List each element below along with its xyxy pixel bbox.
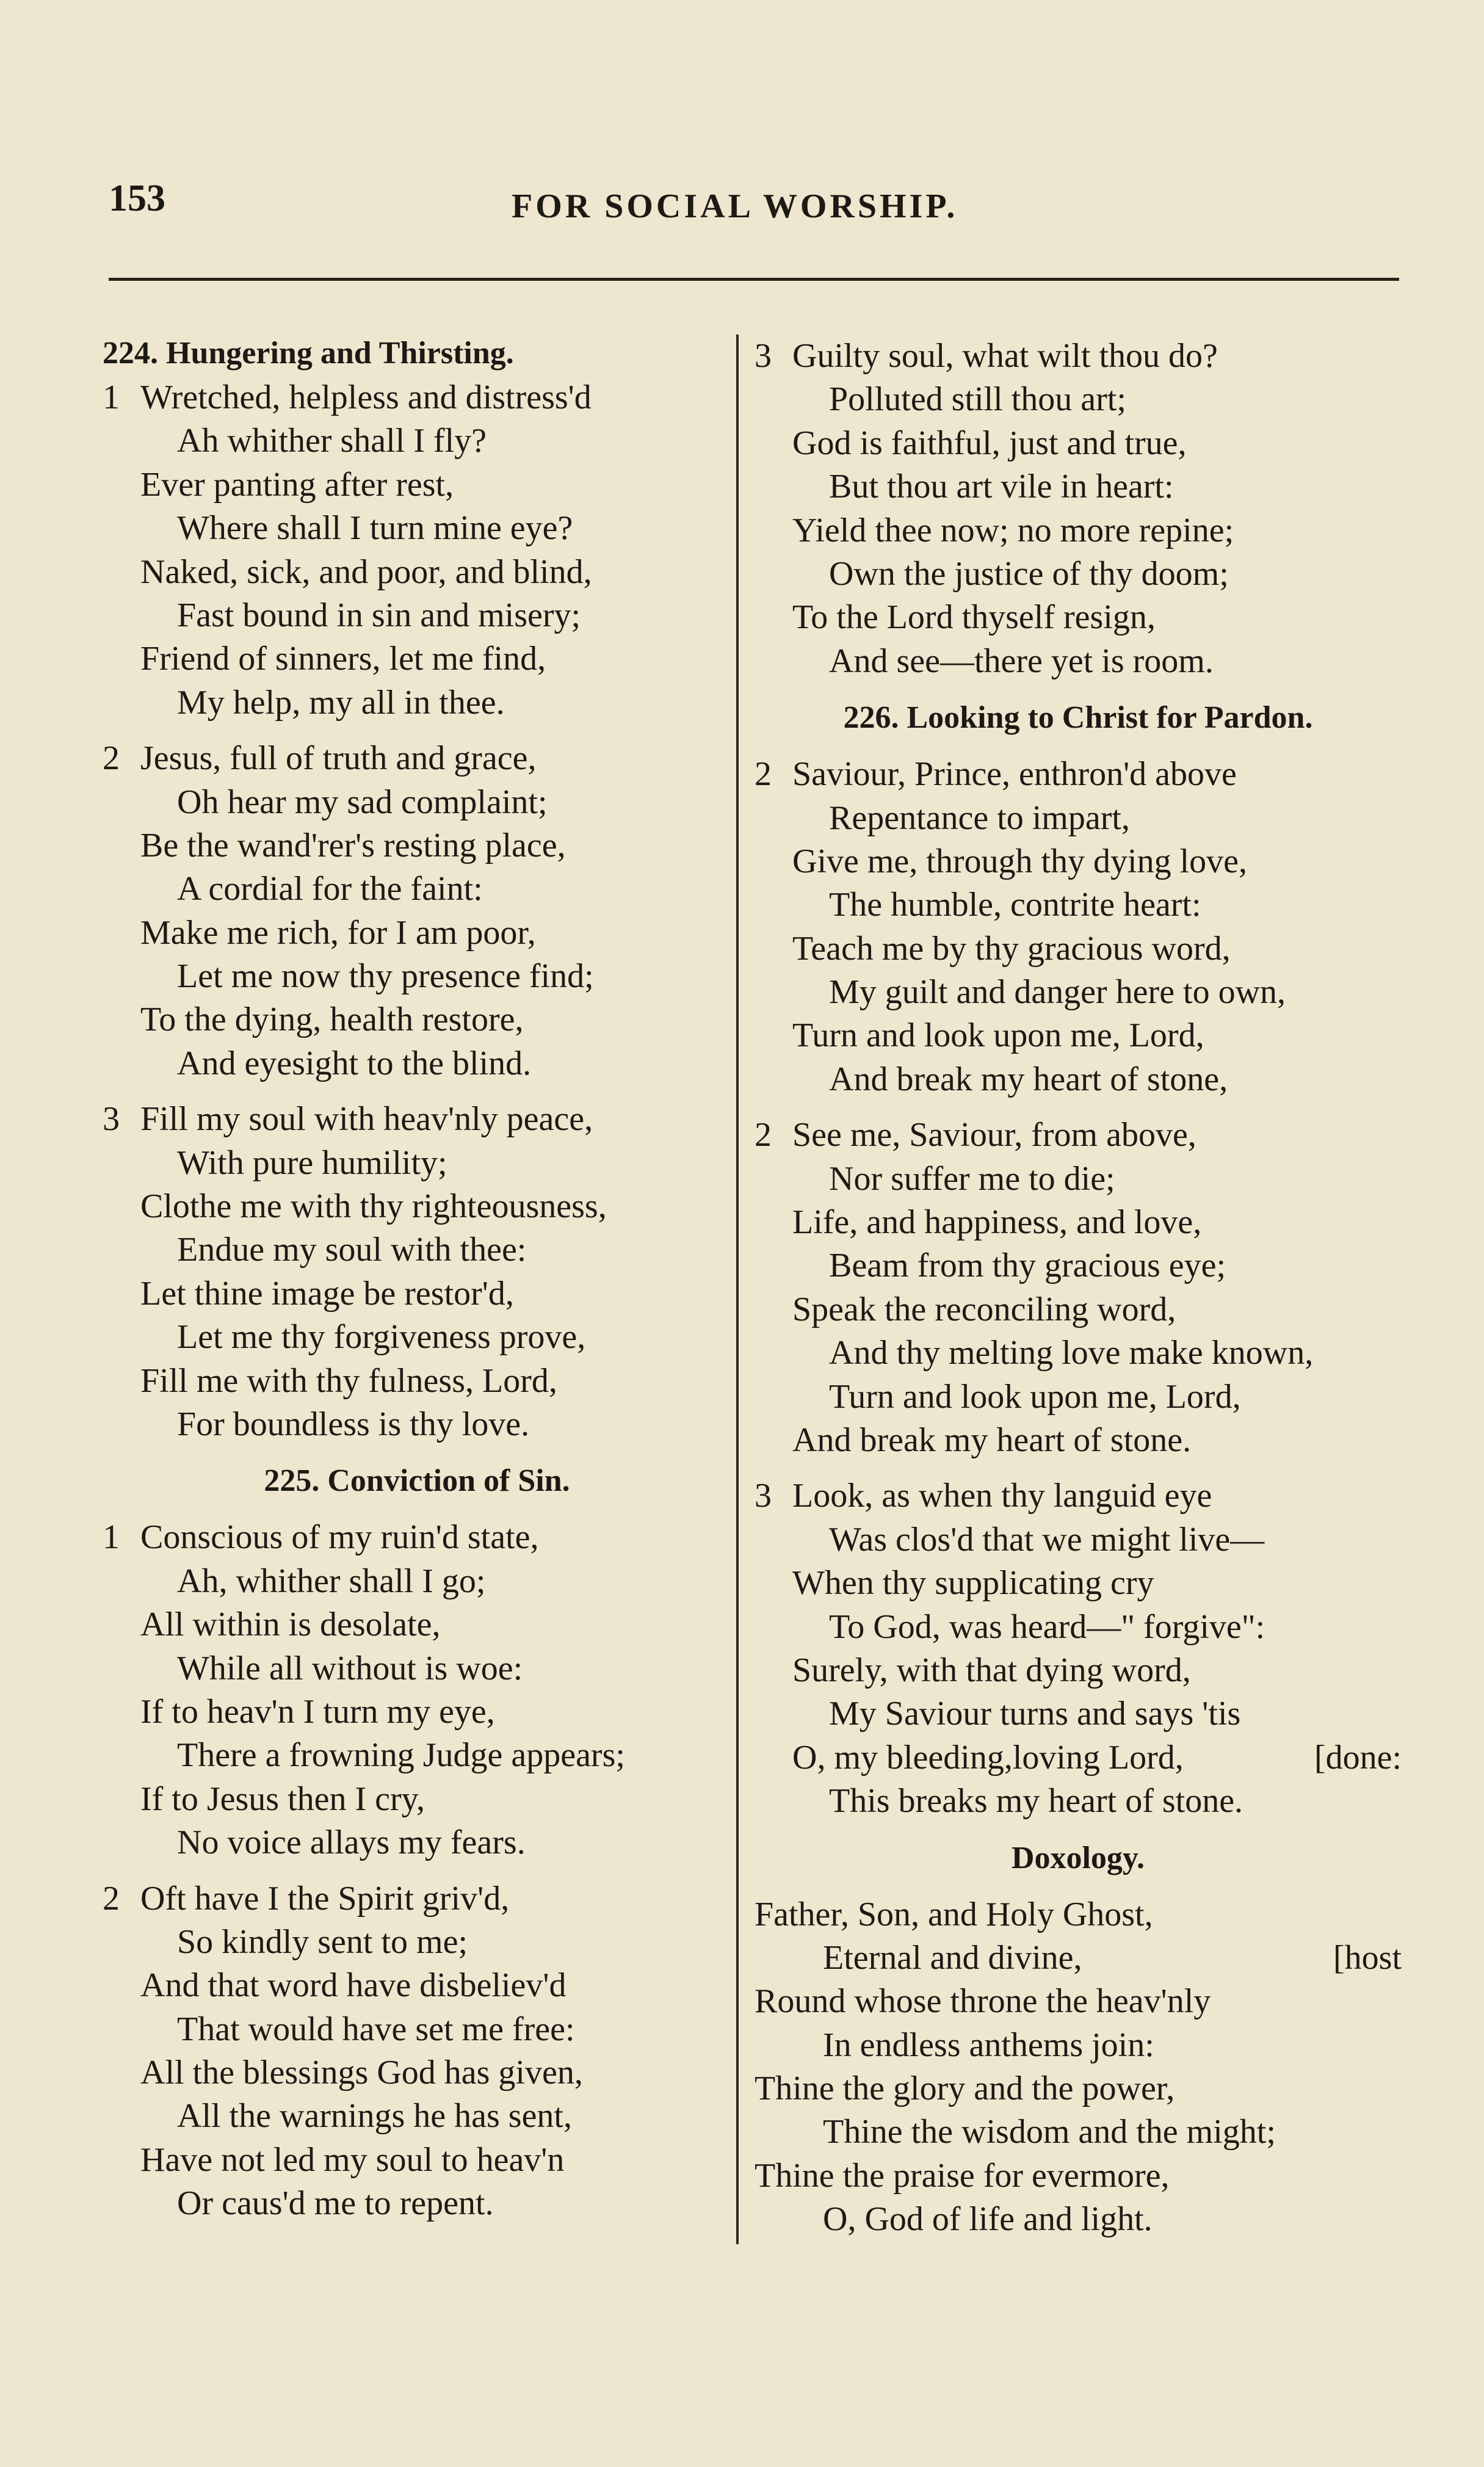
verse-line: 1 Conscious of my ruin'd state,: [103, 1516, 731, 1559]
verse-line: God is faithful, just and true,: [792, 424, 1187, 462]
verse-line: 2 Saviour, Prince, enthron'd above: [755, 753, 1402, 796]
verse-line: My help, my all in thee.: [177, 683, 505, 722]
verse-line: And see—there yet is room.: [829, 642, 1214, 680]
verse-line: Turn and look upon me, Lord,: [829, 1377, 1241, 1416]
verse-line: My Saviour turns and says 'tis: [829, 1695, 1241, 1733]
verse-line: O, my bleeding,loving Lord, [done:: [755, 1736, 1402, 1780]
verse-line: Own the justice of thy doom;: [829, 554, 1229, 593]
left-column: [103, 335, 731, 2238]
verse-line: Endue my soul with thee:: [177, 1231, 527, 1269]
verse-line: And thy melting love make known,: [829, 1334, 1314, 1372]
verse-line: If to heav'n I turn my eye,: [140, 1692, 495, 1731]
verse-line: 2 See me, Saviour, from above,: [755, 1114, 1402, 1157]
verse-line: And break my heart of stone,: [829, 1060, 1228, 1098]
verse-line: 2 Jesus, full of truth and grace,: [103, 737, 731, 780]
verse-line: Oh hear my sad complaint;: [177, 783, 548, 821]
column-divider: [736, 335, 739, 2244]
hymn-title: 224. Hungering and Thirsting.: [103, 336, 514, 371]
verse-line: Was clos'd that we might live—: [829, 1520, 1265, 1559]
page-number: 153: [109, 178, 165, 219]
verse-line: 1 Wretched, helpless and distress'd: [103, 376, 731, 419]
verse-line: To the Lord thyself resign,: [792, 598, 1156, 637]
verse-line: 3 Guilty soul, what wilt thou do?: [755, 335, 1402, 378]
verse-line: That would have set me free:: [177, 2010, 575, 2048]
verse-line: 3 Look, as when thy languid eye: [755, 1474, 1402, 1518]
verse-line: All within is desolate,: [140, 1606, 441, 1644]
verse-line: Thine the wisdom and the might;: [823, 2113, 1276, 2151]
verse-line: Friend of sinners, let me find,: [140, 640, 546, 678]
verse-line: Be the wand'rer's resting place,: [140, 826, 566, 864]
verse-line: Yield thee now; no more repine;: [792, 511, 1234, 549]
verse-line: Repentance to impart,: [829, 799, 1130, 837]
stanza: [103, 1098, 731, 1446]
verse-line: Eternal and divine, [host: [755, 1936, 1402, 1980]
stanza-number: 1: [103, 379, 120, 416]
verse-line: Clothe me with thy righteousness,: [140, 1187, 607, 1226]
verse-line: The humble, contrite heart:: [829, 886, 1201, 924]
stanza-number: 3: [755, 1477, 772, 1515]
verse-line: All the warnings he has sent,: [177, 2097, 572, 2136]
verse-line: My guilt and danger here to own,: [829, 973, 1286, 1012]
verse-line: Ah whither shall I fly?: [177, 422, 487, 460]
verse-line: Fast bound in sin and misery;: [177, 596, 581, 634]
verse-line: Surely, with that dying word,: [792, 1651, 1191, 1689]
stanza-number: 3: [755, 337, 772, 375]
verse-line: Life, and happiness, and love,: [792, 1203, 1202, 1242]
verse-line: Nor suffer me to die;: [829, 1159, 1115, 1198]
verse-line: Let thine image be restor'd,: [140, 1274, 514, 1313]
hymn-title: Doxology.: [1011, 1840, 1145, 1875]
verse-line: Give me, through thy dying love,: [792, 842, 1248, 880]
verse-line: Beam from thy gracious eye;: [829, 1247, 1226, 1285]
verse-line: There a frowning Judge appears;: [177, 1736, 625, 1775]
stanza-number: 2: [103, 1879, 120, 1918]
stanza: [755, 1114, 1402, 1462]
verse-line: Fill me with thy fulness, Lord,: [140, 1361, 557, 1400]
turnover-text: [host: [1333, 1938, 1402, 1977]
header-rule: [109, 278, 1399, 281]
verse-line: A cordial for the faint:: [177, 870, 483, 908]
verse-line: Where shall I turn mine eye?: [177, 509, 573, 548]
verse-line: For boundless is thy love.: [177, 1405, 530, 1443]
verse-line: O, God of life and light.: [823, 2200, 1153, 2239]
verse-line: While all without is woe:: [177, 1649, 523, 1687]
stanza-number: 3: [103, 1100, 120, 1139]
verse-line: When thy supplicating cry: [792, 1564, 1154, 1603]
stanza-number: 2: [755, 1116, 772, 1154]
verse-line: Father, Son, and Holy Ghost,: [755, 1895, 1153, 1933]
verse-line: 3 Fill my soul with heav'nly peace,: [103, 1098, 731, 1141]
verse-line: Thine the praise for evermore,: [755, 2156, 1170, 2195]
stanza: [103, 1877, 731, 2226]
verse-line: In endless anthems join:: [823, 2026, 1154, 2064]
verse-line: Naked, sick, and poor, and blind,: [140, 552, 592, 591]
verse-line: Polluted still thou art;: [829, 380, 1126, 419]
stanza: [755, 753, 1402, 1101]
verse-line: So kindly sent to me;: [177, 1922, 468, 1961]
verse-line: No voice allays my fears.: [177, 1824, 526, 1862]
stanza: [103, 1516, 731, 1864]
verse-line: With pure humility;: [177, 1143, 447, 1182]
stanza: [755, 1474, 1402, 1823]
stanza: [103, 376, 731, 725]
verse-line: And eyesight to the blind.: [177, 1044, 532, 1082]
verse-line: Teach me by thy gracious word,: [792, 929, 1231, 968]
doxology: [755, 1893, 1402, 2242]
stanza-number: 1: [103, 1518, 120, 1557]
verse-line: Turn and look upon me, Lord,: [792, 1016, 1204, 1055]
verse-line: Speak the reconciling word,: [792, 1290, 1176, 1328]
verse-line: But thou art vile in heart:: [829, 468, 1174, 506]
verse-line: Or caus'd me to repent.: [177, 2184, 494, 2223]
verse-line: Ever panting after rest,: [140, 465, 454, 504]
stanza: [103, 737, 731, 1085]
verse-line: Make me rich, for I am poor,: [140, 913, 536, 952]
verse-line: Ah, whither shall I go;: [177, 1562, 486, 1600]
verse-line: This breaks my heart of stone.: [829, 1782, 1243, 1820]
verse-line: And break my heart of stone.: [792, 1421, 1192, 1459]
right-column: [755, 335, 1402, 2254]
verse-line: 2 Oft have I the Spirit griv'd,: [103, 1877, 731, 1921]
verse-line: And that word have disbeliev'd: [140, 1966, 566, 2005]
hymn-title: 225. Conviction of Sin.: [264, 1463, 570, 1499]
stanza: [755, 335, 1402, 683]
verse-line: All the blessings God has given,: [140, 2054, 583, 2092]
running-title: FOR SOCIAL WORSHIP.: [512, 187, 958, 225]
verse-line: Round whose throne the heav'nly: [755, 1982, 1211, 2021]
verse-line: Thine the glory and the power,: [755, 2070, 1175, 2108]
stanza-number: 2: [755, 755, 772, 794]
hymn-title: 226. Looking to Christ for Pardon.: [843, 700, 1313, 736]
turnover-text: [done:: [1314, 1738, 1402, 1777]
verse-line: To God, was heard—" forgive":: [829, 1607, 1265, 1646]
verse-line: Have not led my soul to heav'n: [140, 2140, 565, 2179]
verse-line: Let me thy forgiveness prove,: [177, 1318, 586, 1357]
verse-line: Let me now thy presence find;: [177, 957, 594, 996]
stanza-number: 2: [103, 739, 120, 778]
verse-line: To the dying, health restore,: [140, 1001, 524, 1039]
verse-line: If to Jesus then I cry,: [140, 1780, 425, 1818]
